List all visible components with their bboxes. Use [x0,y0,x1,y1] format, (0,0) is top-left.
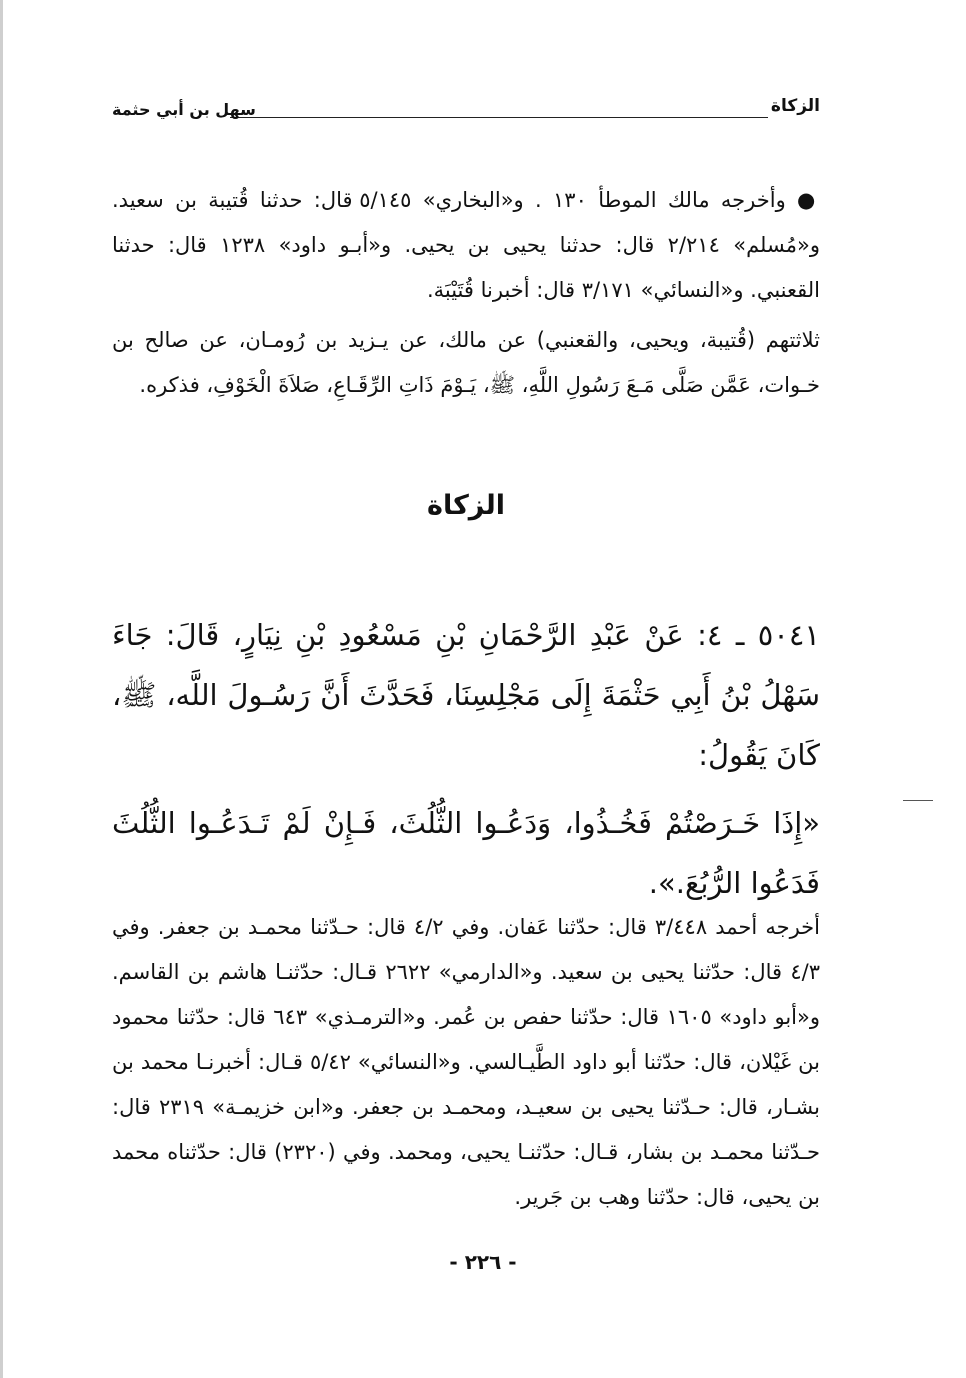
header-chapter: الزكاة [770,96,820,116]
takhrij-paragraph: أخرجه أحمد ٣/٤٤٨ قال: حدّثنا عَفان. وفي ٤/٢ قال: حـدّثنا محمـد بن جعفر. وفي ٤/٣ قال: حدّثنا يحيى بن سعيد. و«الدارمي» ٢٦٢٢ قـال: حدّثنـا هاشم بن القاسم. و«أبو داود» ١٦٠٥ قال: حدّثنا حفص بن عُمر. و«الترمـذي» ٦٤٣ قال: حدّثنا محمود بن غَيْلان، قال: حدّثنا أبو داود الطَّيـالسي. و«النسائي» ٥/٤٢ قـال: أخبرنـا محمد بن بشـار، قال: حـدّثنا يحيى بن سعيـد، ومحمـد بن جعفر. و«ابن خزيمـة» ٢٣١٩ قال: حـدّثنا محمـد بن بشار، قـال: حدّثنـا يحيى، ومحمد. وفي (٢٣٢٠) قال: حدّثناه محمد بن يحيى، قال: حدّثنا وهب بن جَرير. [112,915,821,1209]
margin-mark [903,800,933,801]
hadith-intro: ٥٠٤١ ـ ٤: عَنْ عَبْدِ الرَّحْمَانِ بْنِ مَسْعُودِ بْنِ نِيَارٍ، قَالَ: جَاءَ سَهْلُ بْنُ أَبِي حَثْمَةَ إِلَى مَجْلِسِنَا، فَحَدَّثَ أَنَّ رَسُـولَ اللَّه، ﷺ، كَانَ يَقُولُ: [112,618,821,772]
source-paragraph-1: ● وأخرجه مالك الموطأ ١٣٠ . و«البخاري» ٥/١٤٥ قال: حدثنا قُتيبة بن سعيد. و«مُسلم» ٢/٢١٤ قال: حدثنا يحيى بن يحيى. و«أبـو داود» ١٢٣٨ قال: حدثنا القعنبي. و«النسائي» ٣/١٧١ قال: أخبرنا قُتَيْبَة. [112,188,821,302]
hadith-text: «إِذَا خَـرَصْتُمْ فَخُـذُوا، وَدَعُـوا الثُّلُثَ، فَـإِنْ لَمْ تَـدَعُـوا الثُّلُثَ فَدَعُوا الرُّبُعَ.». [112,806,820,900]
header-narrator: سهل بن أبي حثمة [112,100,256,119]
page-edge [0,0,3,1378]
section-title: الزكاة [427,490,505,521]
header-rule [230,117,768,118]
page-number: - ٢٢٦ - [449,1250,517,1274]
source-paragraph-2: ثلاثتهم (قُتيبة، ويحيى، والقعنبي) عن مالك، عن يـزيد بن رُومـان، عن صالح بن خـوات، عَمَّن صَلَّى مَـعَ رَسُولِ اللَّهِ، ﷺ، يَـوْمَ ذَاتِ الرِّقَـاعِ، صَلاَةَ الْخَوْفِ، فذكره. [112,328,820,397]
running-header [112,96,820,126]
